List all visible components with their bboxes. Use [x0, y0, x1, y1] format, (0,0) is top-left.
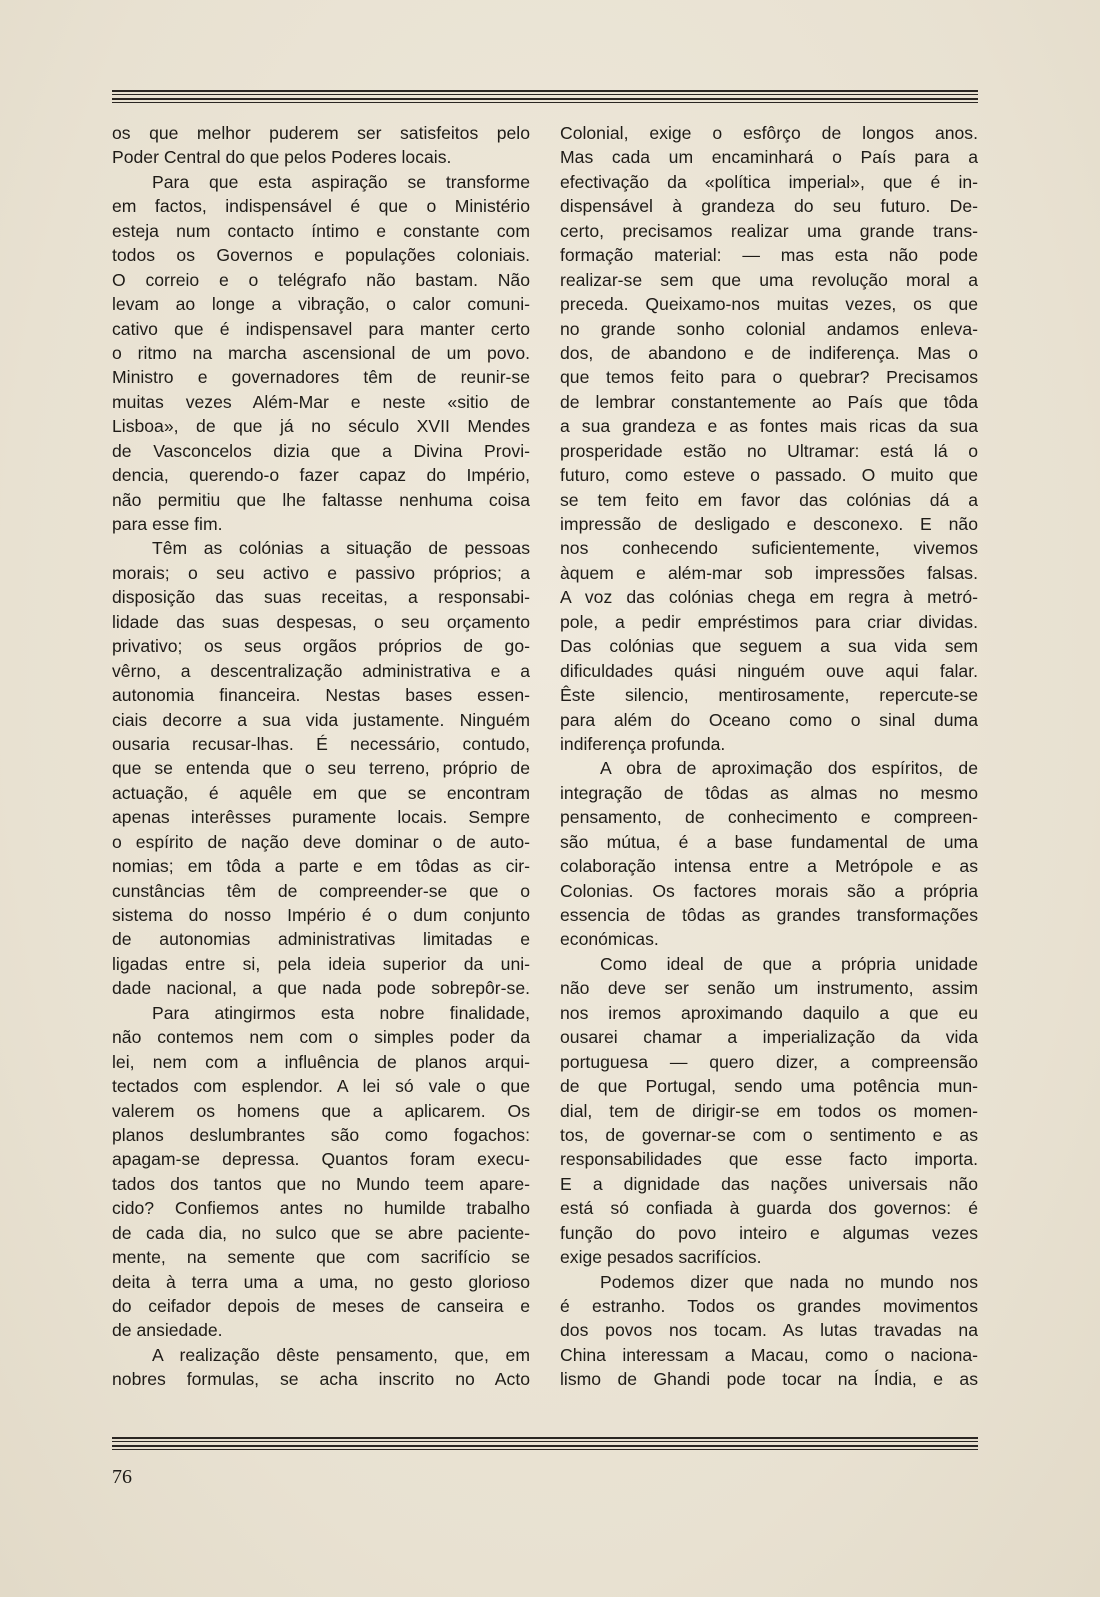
bottom-rule [112, 1437, 978, 1453]
text-line: nos iremos aproximando daquilo a que eu [560, 1002, 978, 1023]
text-line: nos conhecendo suficientemente, vivemos [560, 538, 978, 559]
text-line: o ritmo na marcha ascensional de um povo. [112, 342, 530, 363]
text-line: esteja num contacto íntimo e constante com [112, 220, 530, 241]
text-line: pole, a pedir empréstimos para criar dividas. [560, 611, 978, 632]
text-line: é estranho. Todos os grandes movimentos [560, 1296, 978, 1316]
text-line: indiferença profunda. [560, 733, 726, 754]
text-line: para esse fim. [112, 514, 223, 534]
text-line: todos os Governos e populações coloniais. [112, 245, 530, 266]
text-line: vêrno, a descentralização administrativa e a [112, 660, 530, 681]
text-line: de autonomias administrativas limitadas e [112, 929, 530, 950]
text-line: ligadas entre si, pela ideia superior da uni- [112, 953, 530, 974]
text-line: os que melhor puderem ser satisfeitos pelo [112, 123, 530, 143]
text-line: não contemos nem com o simples poder da [112, 1027, 530, 1048]
text-line: morais; o seu activo e passivo próprios; a [112, 562, 530, 583]
text-line: A realização dêste pensamento, que, em [152, 1344, 530, 1365]
text-line: essencia de tôdas as grandes transformações [560, 905, 978, 925]
text-line: privativo; os seus orgãos próprios de go- [112, 636, 530, 657]
text-line: económicas. [560, 929, 659, 950]
text-line: de Vasconcelos dizia que a Divina Provi- [112, 440, 530, 461]
text-line: lidade das suas despesas, o seu orçamento [112, 611, 530, 632]
text-line: a sua grandeza e as fontes mais ricas da sua [560, 416, 978, 437]
text-line: se tem feito em favor das colónias dá a [560, 489, 978, 510]
text-line: cido? Confiemos antes no humilde trabalho [112, 1198, 530, 1219]
text-line: que se entenda que o seu terreno, próprio de [112, 758, 530, 779]
text-line: cunstâncias têm de compreender-se que o [112, 880, 530, 901]
text-line: do ceifador depois de meses de canseira e [112, 1296, 530, 1316]
text-line: de que Portugal, sendo uma potência mun- [560, 1076, 978, 1097]
text-line: no grande sonho colonial andamos enleva- [560, 318, 978, 339]
text-line: planos deslumbrantes são como fogachos: [112, 1124, 530, 1145]
text-line: actuação, é aquêle em que se encontram [112, 782, 530, 803]
text-line: responsabilidades que esse facto importa. [560, 1149, 978, 1170]
text-line: de lembrar constantemente ao País que tôda [560, 391, 978, 412]
text-line: Das colónias que seguem a sua vida sem [560, 636, 978, 657]
text-line: para além do Oceano como o sinal duma [560, 709, 978, 730]
text-line: Colonias. Os factores morais são a própria [560, 880, 978, 901]
text-line: Podemos dizer que nada no mundo nos [600, 1271, 978, 1292]
text-line: lismo de Ghandi pode tocar na Índia, e as [560, 1369, 978, 1390]
text-line: nobres formulas, se acha inscrito no Acto [112, 1369, 530, 1390]
text-line: está só confiada à guarda dos governos: é [560, 1198, 978, 1219]
text-line: efectivação da «política imperial», que é in- [560, 171, 978, 192]
text-line: apagam-se depressa. Quantos foram execu- [112, 1149, 530, 1170]
text-line: tos, de governar-se com o sentimento e as [560, 1124, 978, 1145]
text-line: que temos feito para o quebrar? Precisamos [560, 367, 978, 388]
top-rule [112, 90, 978, 106]
text-line: Colonial, exige o esfôrço de longos anos. [560, 123, 978, 143]
text-line: Para atingirmos esta nobre finalidade, [152, 1002, 530, 1023]
text-line: dispensável à grandeza do seu futuro. De- [560, 196, 978, 217]
text-line: ousaria recusar-lhas. É necessário, contudo, [112, 733, 530, 754]
text-line: O correio e o telégrafo não bastam. Não [112, 269, 530, 290]
text-line: nomias; em tôda a parte e em tôdas as cir- [112, 856, 530, 877]
text-line: Poder Central do que pelos Poderes locais. [112, 147, 452, 168]
text-line: exige pesados sacrifícios. [560, 1247, 762, 1268]
text-line: integração de tôdas as almas no mesmo [560, 782, 978, 803]
text-line: dial, tem de dirigir-se em todos os momen- [560, 1100, 978, 1121]
text-line: futuro, como esteve o passado. O muito que [560, 465, 978, 486]
text-line: Ministro e governadores têm de reunir-se [112, 367, 530, 388]
text-line: China interessam a Macau, como o naciona- [560, 1344, 978, 1365]
text-line: em factos, indispensável é que o Ministério [112, 196, 530, 217]
text-line: pensamento, de conhecimento e compreen- [560, 807, 978, 828]
text-line: dos povos nos tocam. As lutas travadas na [560, 1320, 978, 1341]
text-line: o espírito de nação deve dominar o de auto- [112, 831, 530, 852]
text-line: Como ideal de que a própria unidade [600, 953, 978, 974]
text-line: valerem os homens que a aplicarem. Os [112, 1100, 530, 1121]
text-line: formação material: — mas esta não pode [560, 245, 978, 266]
right-text-column [560, 121, 978, 1392]
text-line: de ansiedade. [112, 1320, 223, 1341]
text-line: àquem e além-mar sob impressões falsas. [560, 562, 978, 583]
text-line: Mas cada um encaminhará o País para a [560, 147, 978, 168]
text-line: disposição das suas receitas, a responsabi- [112, 587, 530, 608]
page-number: 76 [112, 1466, 132, 1488]
text-line: Para que esta aspiração se transforme [152, 171, 530, 192]
text-line: dencia, querendo-o fazer capaz do Império, [112, 465, 530, 486]
text-line: Têm as colónias a situação de pessoas [152, 538, 530, 559]
left-text-column [112, 121, 530, 1392]
text-line: dade nacional, a que nada pode sobrepôr-se. [112, 978, 530, 999]
text-line: mente, na semente que com sacrifício se [112, 1247, 530, 1268]
text-line: deita à terra uma a uma, no gesto glorioso [112, 1271, 530, 1292]
text-line: ciais decorre a sua vida justamente. Ninguém [112, 709, 530, 730]
text-line: A voz das colónias chega em regra à metró- [560, 587, 978, 608]
text-line: autonomia financeira. Nestas bases essen- [112, 685, 530, 706]
text-line: não deve ser senão um instrumento, assim [560, 978, 978, 999]
text-line: apenas interêsses puramente locais. Sempre [112, 807, 530, 828]
text-line: prosperidade estão no Ultramar: está lá o [560, 440, 978, 461]
text-line: portuguesa — quero dizer, a compreensão [560, 1051, 978, 1072]
text-line: são mútua, é a base fundamental de uma [560, 831, 978, 852]
text-line: Êste silencio, mentirosamente, repercute-se [560, 685, 978, 706]
text-line: tectados com esplendor. A lei só vale o que [112, 1076, 530, 1097]
text-line: dificuldades quási ninguém ouve aqui falar. [560, 660, 978, 681]
text-line: preceda. Queixamo-nos muitas vezes, os que [560, 294, 978, 315]
text-line: tados dos tantos que no Mundo teem apare- [112, 1173, 530, 1194]
text-line: de cada dia, no sulco que se abre paciente- [112, 1222, 530, 1243]
text-line: realizar-se sem que uma revolução moral a [560, 269, 978, 290]
text-line: certo, precisamos realizar uma grande trans- [560, 220, 978, 241]
text-line: impressão de desligado e desconexo. E não [560, 514, 978, 534]
text-line: Lisboa», de que já no século XVII Mendes [112, 416, 530, 437]
text-line: ousarei chamar a imperialização da vida [560, 1027, 978, 1048]
text-line: muitas vezes Além-Mar e neste «sitio de [112, 391, 530, 412]
text-line: E a dignidade das nações universais não [560, 1173, 978, 1194]
text-line: A obra de aproximação dos espíritos, de [600, 758, 978, 779]
text-line: dos, de abandono e de indiferença. Mas o [560, 342, 978, 363]
text-line: cativo que é indispensavel para manter certo [112, 318, 530, 339]
text-line: levam ao longe a vibração, o calor comuni- [112, 294, 530, 315]
text-line: sistema do nosso Império é o dum conjunto [112, 905, 530, 925]
text-line: colaboração intensa entre a Metrópole e as [560, 856, 978, 877]
text-line: lei, nem com a influência de planos arqui- [112, 1051, 530, 1072]
text-line: não permitiu que lhe faltasse nenhuma coisa [112, 489, 530, 510]
text-line: função do povo inteiro e algumas vezes [560, 1222, 978, 1243]
